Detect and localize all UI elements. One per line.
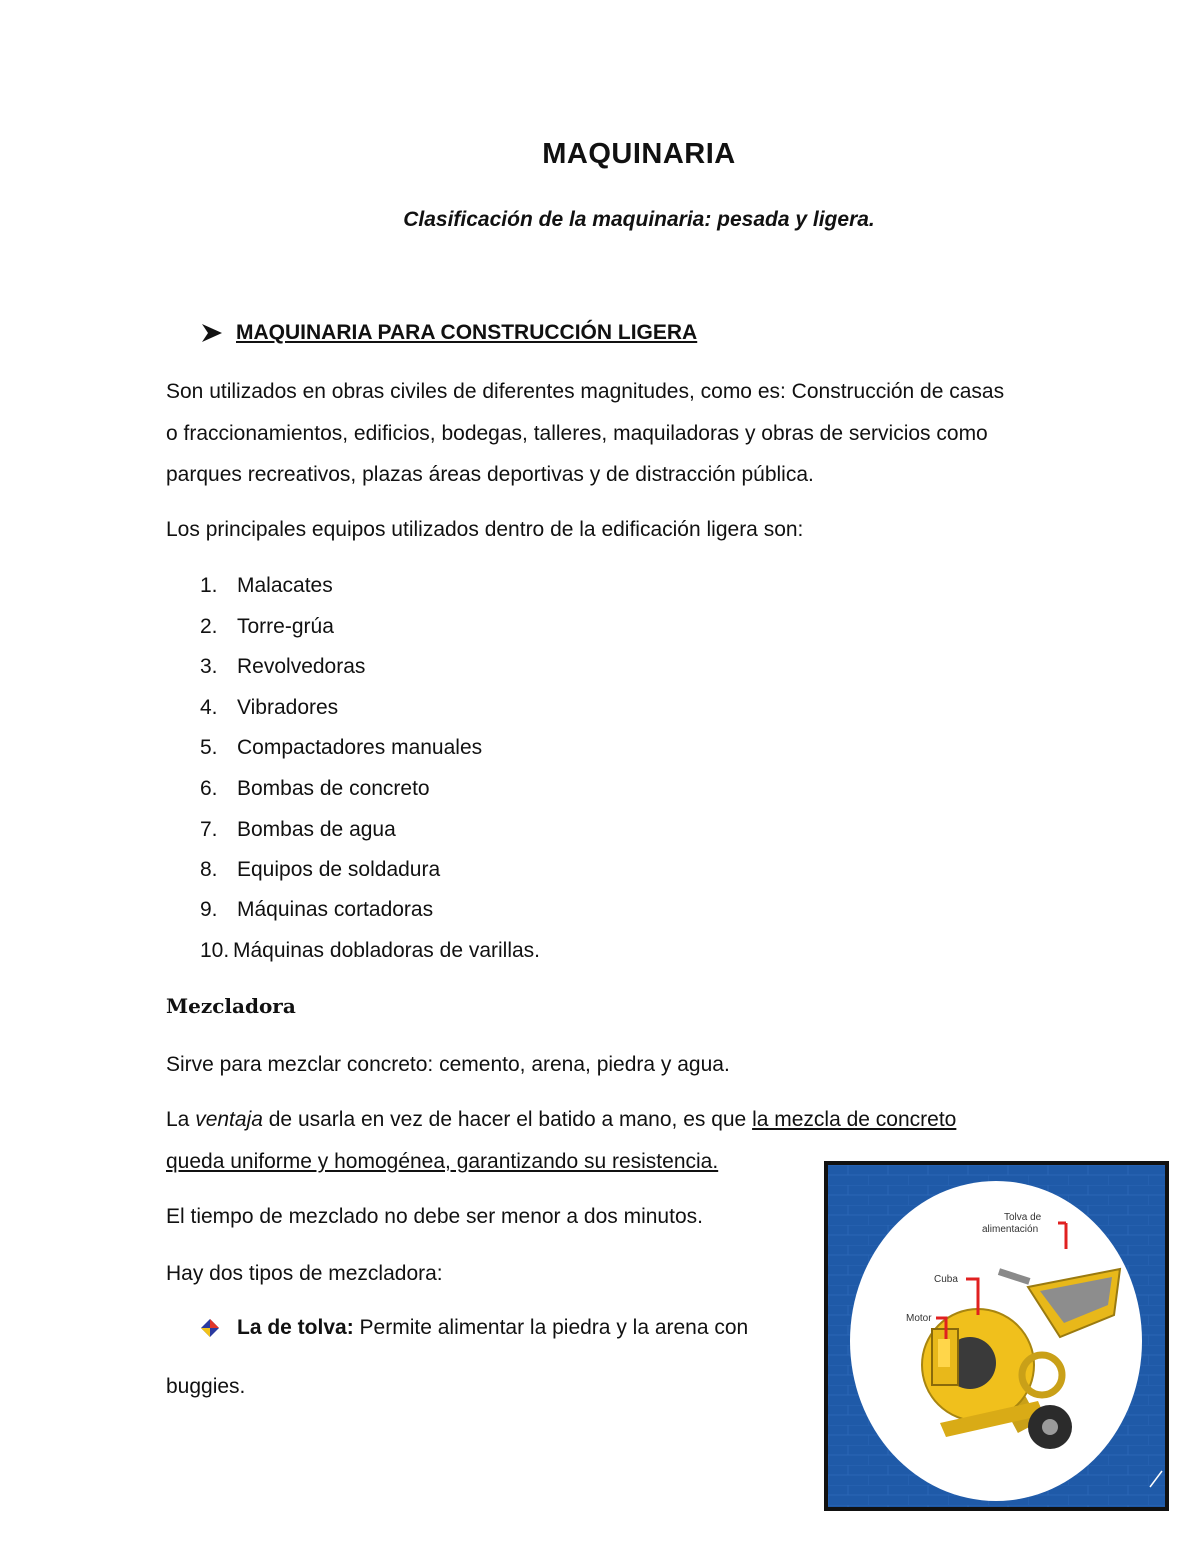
page-subtitle: Clasificación de la maquinaria: pesada y ligera. bbox=[403, 208, 875, 231]
list-item-label: Bombas de agua bbox=[237, 818, 396, 841]
list-item-label: Revolvedoras bbox=[237, 655, 366, 678]
list-item-number: 10. bbox=[200, 939, 230, 962]
motor-label: Motor bbox=[906, 1313, 932, 1324]
intro-paragraph bbox=[166, 371, 1126, 496]
list-item bbox=[200, 615, 334, 639]
list-item-label: Máquinas dobladoras de varillas. bbox=[233, 939, 541, 962]
list-item bbox=[200, 939, 540, 963]
list-item-number: 7. bbox=[200, 818, 218, 841]
list-item bbox=[200, 736, 482, 760]
mezcladora-types-intro: Hay dos tipos de mezcladora: bbox=[166, 1262, 443, 1285]
tolva-label-1: Tolva de bbox=[1004, 1212, 1042, 1223]
advantage-text: de usarla en vez de hacer el batido a mano, es que bbox=[262, 1108, 753, 1131]
list-item-number: 9. bbox=[200, 898, 218, 921]
list-item-label: Compactadores manuales bbox=[237, 736, 483, 759]
advantage-underlined: la mezcla de concreto bbox=[752, 1108, 957, 1131]
type-tolva-label: La de tolva: bbox=[237, 1316, 354, 1339]
type-tolva-continuation: buggies. bbox=[166, 1375, 246, 1398]
advantage-underlined: queda uniforme y homogénea, garantizando su resistencia. bbox=[166, 1149, 719, 1173]
mezcladora-time: El tiempo de mezclado no debe ser menor a dos minutos. bbox=[166, 1205, 703, 1228]
list-item-label: Máquinas cortadoras bbox=[237, 898, 434, 921]
arrowhead-bullet-icon bbox=[200, 322, 224, 344]
advantage-text: La bbox=[166, 1108, 196, 1131]
list-item bbox=[200, 858, 440, 882]
list-item-number: 2. bbox=[200, 615, 218, 638]
tolva-label-2: alimentación bbox=[982, 1224, 1039, 1235]
list-intro: Los principales equipos utilizados dentro de la edificación ligera son: bbox=[166, 518, 804, 541]
diamond-bullet-icon bbox=[200, 1318, 220, 1338]
list-item bbox=[200, 696, 338, 720]
list-item-label: Vibradores bbox=[237, 696, 339, 719]
cuba-label: Cuba bbox=[934, 1274, 958, 1285]
list-item bbox=[200, 574, 333, 598]
mixer-diagram-image bbox=[824, 1161, 1169, 1511]
mezcladora-purpose: Sirve para mezclar concreto: cemento, arena, piedra y agua. bbox=[166, 1053, 730, 1076]
list-item-label: Malacates bbox=[237, 574, 333, 597]
list-item-number: 8. bbox=[200, 858, 218, 881]
list-item-number: 1. bbox=[200, 574, 218, 597]
advantage-italic: ventaja bbox=[195, 1108, 263, 1131]
list-item bbox=[200, 777, 430, 801]
intro-line-1: Son utilizados en obras civiles de diferentes magnitudes, como es: Construcción de casas bbox=[166, 380, 1005, 403]
list-item bbox=[200, 655, 365, 679]
page-title: MAQUINARIA bbox=[542, 138, 736, 170]
list-item bbox=[200, 818, 396, 842]
list-item-number: 4. bbox=[200, 696, 218, 719]
list-item-number: 5. bbox=[200, 736, 218, 759]
type-tolva-text: Permite alimentar la piedra y la arena con bbox=[353, 1316, 749, 1339]
list-item-number: 6. bbox=[200, 777, 218, 800]
type-tolva-item bbox=[200, 1316, 748, 1340]
list-item-label: Bombas de concreto bbox=[237, 777, 430, 800]
list-item-label: Torre-grúa bbox=[237, 615, 334, 638]
section-heading-text: MAQUINARIA PARA CONSTRUCCIÓN LIGERA bbox=[236, 321, 698, 344]
list-item-label: Equipos de soldadura bbox=[237, 858, 441, 881]
mezcladora-heading: Mezcladora bbox=[166, 994, 296, 1018]
section-heading bbox=[200, 321, 697, 345]
intro-line-2: o fraccionamientos, edificios, bodegas, talleres, maquiladoras y obras de servicios como bbox=[166, 421, 988, 445]
list-item-number: 3. bbox=[200, 655, 218, 678]
mixer-illustration bbox=[828, 1165, 1165, 1507]
intro-line-3: parques recreativos, plazas áreas deportivas y de distracción pública. bbox=[166, 463, 814, 486]
list-item bbox=[200, 898, 433, 922]
